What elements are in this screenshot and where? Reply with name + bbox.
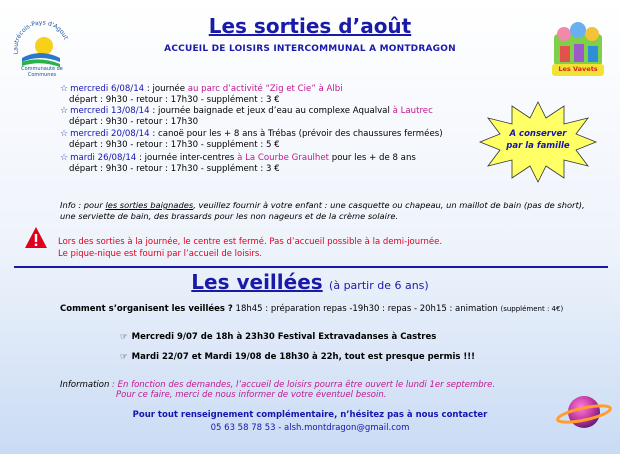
page-subtitle: ACCUEIL DE LOISIRS INTERCOMMUNAL A MONTDRAGON — [164, 44, 456, 54]
outing-details: départ : 9h30 - retour : 17h30 — [69, 117, 199, 127]
star-icon: ☆ — [60, 153, 69, 163]
outing-item: ☆ mardi 26/08/14 : journée inter-centres à La Courbe Graulhet pour les + de 8 ans départ : 9h30 - retour : 17h30 - supplément : 3 € — [60, 153, 416, 174]
hand-pointer-icon: ☞ — [120, 352, 128, 362]
hand-pointer-icon: ☞ — [120, 332, 128, 342]
vavets-logo-text: Les Vavets — [558, 65, 598, 73]
outing-date: mercredi 6/08/14 — [70, 84, 145, 94]
veillees-schedule: Comment s’organisent les veillées ? 18h45 : préparation repas -19h30 : repas - 20h15 : animation (supplément : 4€) — [60, 304, 564, 314]
keep-starburst — [478, 100, 598, 184]
outing-details: départ : 9h30 - retour : 17h30 - supplément : 3 € — [69, 164, 280, 174]
starburst-line1: A conserver — [509, 129, 567, 139]
outing-date: mercredi 20/08/14 — [70, 129, 150, 139]
outing-item: ☆ mercredi 20/08/14 : canoë pour les + 8 ans à Trébas (prévoir des chaussures fermées) départ : 9h30 - retour : 17h30 - supplément : 5 € — [60, 129, 443, 150]
planet-icon — [556, 388, 612, 436]
outing-details: départ : 9h30 - retour : 17h30 - supplément : 5 € — [69, 140, 280, 150]
contact-email[interactable]: alsh.montdragon@gmail.com — [284, 423, 410, 433]
warning-icon — [24, 226, 48, 250]
contact-details: 05 63 58 78 53 - alsh.montdragon@gmail.com — [210, 423, 410, 433]
warning-text: Lors des sorties à la journée, le centre est fermé. Pas d’accueil possible à la demi-journée. Le pique-nique est fourni par l’accueil de loisirs. — [58, 237, 443, 259]
starburst-line2: par la famille — [506, 141, 570, 151]
outing-date: mardi 26/08/14 — [70, 153, 137, 163]
outing-date: mercredi 13/08/14 — [70, 106, 150, 116]
section-divider — [14, 266, 608, 268]
star-icon: ☆ — [60, 129, 69, 139]
outing-item: ☆ mercredi 6/08/14 : journée au parc d’activité “Zig et Cie” à Albi départ : 9h30 - retour : 17h30 - supplément : 3 € — [60, 84, 343, 105]
star-icon: ☆ — [60, 106, 69, 116]
star-icon: ☆ — [60, 84, 69, 94]
outing-details: départ : 9h30 - retour : 17h30 - supplément : 3 € — [69, 95, 280, 105]
contact-line: Pour tout renseignement complémentaire, n’hésitez pas à nous contacter — [132, 410, 488, 420]
veillee-event: ☞ Mardi 22/07 et Mardi 19/08 de 18h30 à 22h, tout est presque permis !!! — [120, 352, 476, 362]
veillees-title: Les veillées (à partir de 6 ans) — [191, 270, 429, 294]
info-note: Info : pour les sorties baignades, veuillez fournir à votre enfant : une casquette ou chapeau, un maillot de bain (pas de short), une serviette de bain, des brassards pour les non nageurs et de la crème solaire. — [60, 200, 585, 221]
information-note: Information : En fonction des demandes, l’accueil de loisirs pourra être ouvert le lundi 1er septembre. Pour ce faire, merci de nous informer de votre éventuel besoin. — [60, 380, 496, 400]
info-underlined: les sorties baignades — [105, 200, 194, 210]
contact-phone: 05 63 58 78 53 — [210, 423, 276, 433]
logo-arc-text: Lautrécois-Pays d'Agout — [12, 19, 70, 55]
logo-bottom-text: Communauté de Communes — [21, 66, 63, 78]
page-title: Les sorties d’août — [208, 14, 412, 38]
outing-item: ☆ mercredi 13/08/14 : journée baignade et jeux d’eau au complexe Aqualval à Lautrec départ : 9h30 - retour : 17h30 — [60, 106, 433, 127]
veillee-event: ☞ Mercredi 9/07 de 18h à 23h30 Festival Extravadanses à Castres — [120, 332, 437, 342]
